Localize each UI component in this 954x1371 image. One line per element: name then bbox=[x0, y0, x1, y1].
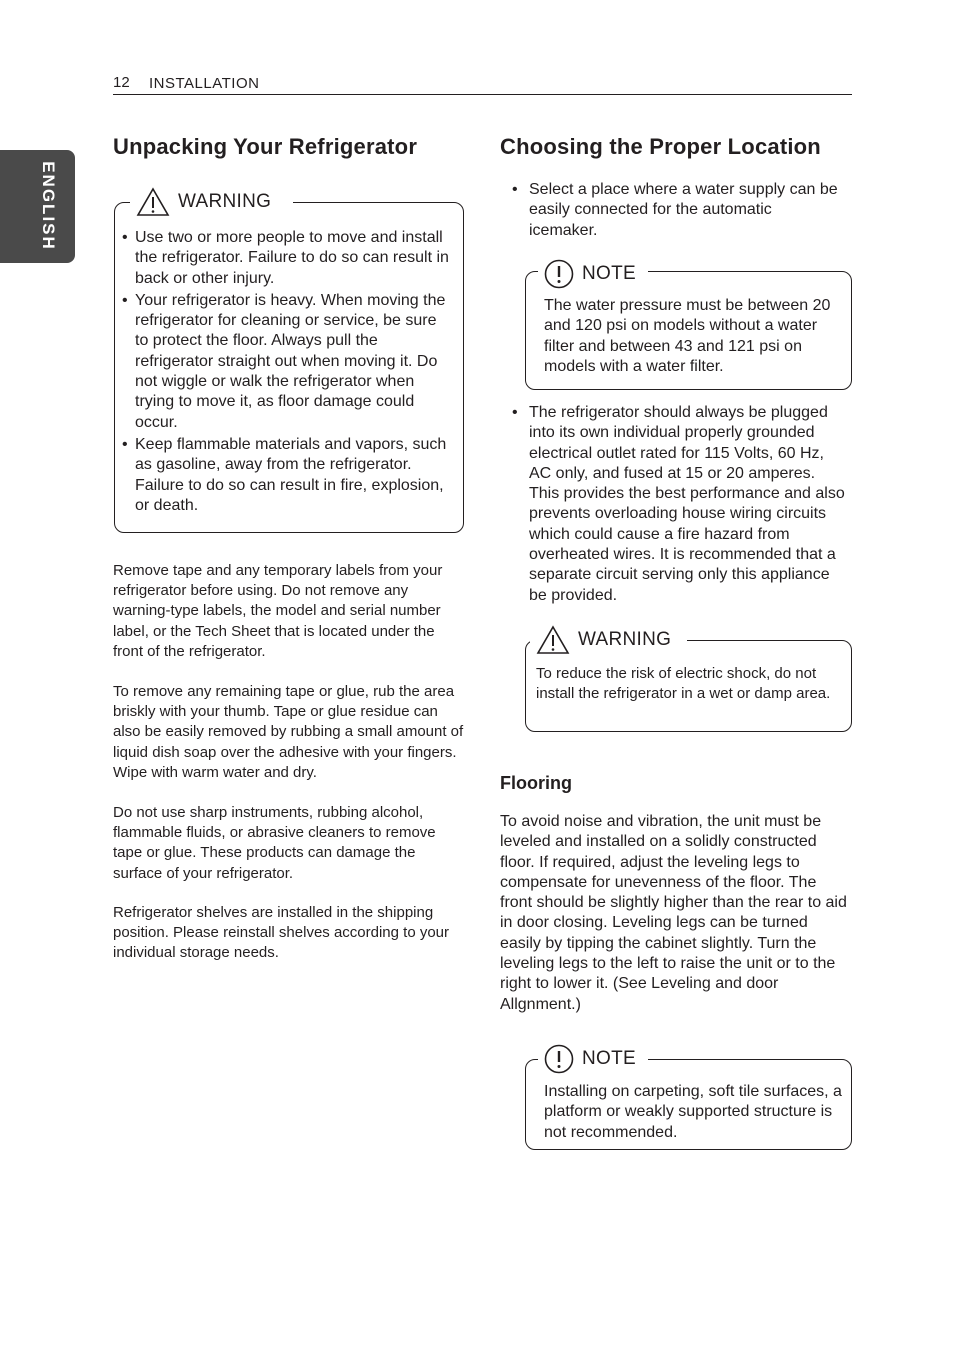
warning-item: • Keep flammable materials and vapors, such as gasoline, away from the refrigerator. Failure to do so can result in fire, explosion, or death. bbox=[122, 435, 452, 516]
bullet-electrical: • The refrigerator should always be plugged into its own individual properly grounded electrical outlet rated for 115 Volts, 60 Hz, AC only, and fused at 15 or 20 amperes. This provides the best performance and also prevents overloading house wiring circuits which could cause a fire hazard from overheated wires. It is recommended that a separate circuit serving only this appliance be provided. bbox=[500, 403, 849, 606]
header-rule bbox=[113, 94, 852, 95]
note-header-carpet bbox=[538, 1044, 648, 1074]
warning-item: • Your refrigerator is heavy. When moving the refrigerator for cleaning or service, be sure to protect the floor. Always pull the refrigerator straight out when moving it. Do not wiggle or walk the refrigerator when trying to move it, as floor damage could occur. bbox=[122, 291, 452, 433]
warning-header-shock bbox=[530, 625, 687, 655]
paragraph-remove-tape: Remove tape and any temporary labels from your refrigerator before using. Do not remove any warning-type labels, the model and serial number label, or the Tech Sheet that is located under the front of the refrigerator. bbox=[113, 562, 443, 660]
warning-label: WARNING bbox=[578, 629, 672, 650]
language-label: ENGLISH bbox=[39, 161, 58, 251]
note-label: NOTE bbox=[582, 263, 636, 284]
note-exclamation-icon bbox=[544, 259, 574, 289]
section-name: INSTALLATION bbox=[149, 75, 260, 92]
note-exclamation-icon bbox=[544, 1044, 574, 1074]
location-title: Choosing the Proper Location bbox=[500, 134, 821, 159]
warning-list bbox=[122, 228, 452, 518]
warning-triangle-icon bbox=[136, 187, 170, 217]
warning-shock-text: To reduce the risk of electric shock, do not install the refrigerator in a wet or damp area. bbox=[536, 665, 831, 703]
flooring-text: To avoid noise and vibration, the unit must be leveled and installed on a solidly constructed floor. If required, adjust the leveling legs to compensate for unevenness of the floor. The front should be slightly higher than the rear to aid in door closing. Leveling legs can be turned easily by tipping the cabinet slightly. Turn the leveling legs to the left to raise the unit or to the right to lower it. (See Leveling and door Allgnment.) bbox=[500, 813, 847, 1013]
unpacking-title: Unpacking Your Refrigerator bbox=[113, 134, 418, 159]
page-number: 12 bbox=[113, 74, 130, 91]
warning-item: • Use two or more people to move and install the refrigerator. Failure to do so can result in back or other injury. bbox=[122, 228, 452, 289]
note-pressure-text: The water pressure must be between 20 and 120 psi on models without a water filter and between 43 and 121 psi on models with a water filter. bbox=[544, 297, 831, 375]
warning-label: WARNING bbox=[178, 191, 272, 212]
warning-header bbox=[130, 187, 293, 217]
flooring-title: Flooring bbox=[500, 773, 572, 793]
paragraph-remove-glue: To remove any remaining tape or glue, rub the area briskly with your thumb. Tape or glue residue can also be easily removed by rubbing a small amount of liquid dish soap over the adhesive with your fingers. Wipe with warm water and dry. bbox=[113, 683, 464, 781]
note-label: NOTE bbox=[582, 1048, 636, 1069]
bullet-water-supply: • Select a place where a water supply can be easily connected for the automatic icemaker. bbox=[500, 180, 839, 241]
warning-triangle-icon bbox=[536, 625, 570, 655]
paragraph-shelves: Refrigerator shelves are installed in the shipping position. Please reinstall shelves according to your individual storage needs. bbox=[113, 904, 450, 962]
language-tab bbox=[0, 150, 75, 263]
paragraph-no-sharp: Do not use sharp instruments, rubbing alcohol, flammable fluids, or abrasive cleaners to remove tape or glue. These products can damage the surface of your refrigerator. bbox=[113, 804, 436, 882]
note-carpet-text: Installing on carpeting, soft tile surfaces, a platform or weakly supported structure is not recommended. bbox=[544, 1083, 842, 1141]
note-header bbox=[538, 259, 648, 289]
